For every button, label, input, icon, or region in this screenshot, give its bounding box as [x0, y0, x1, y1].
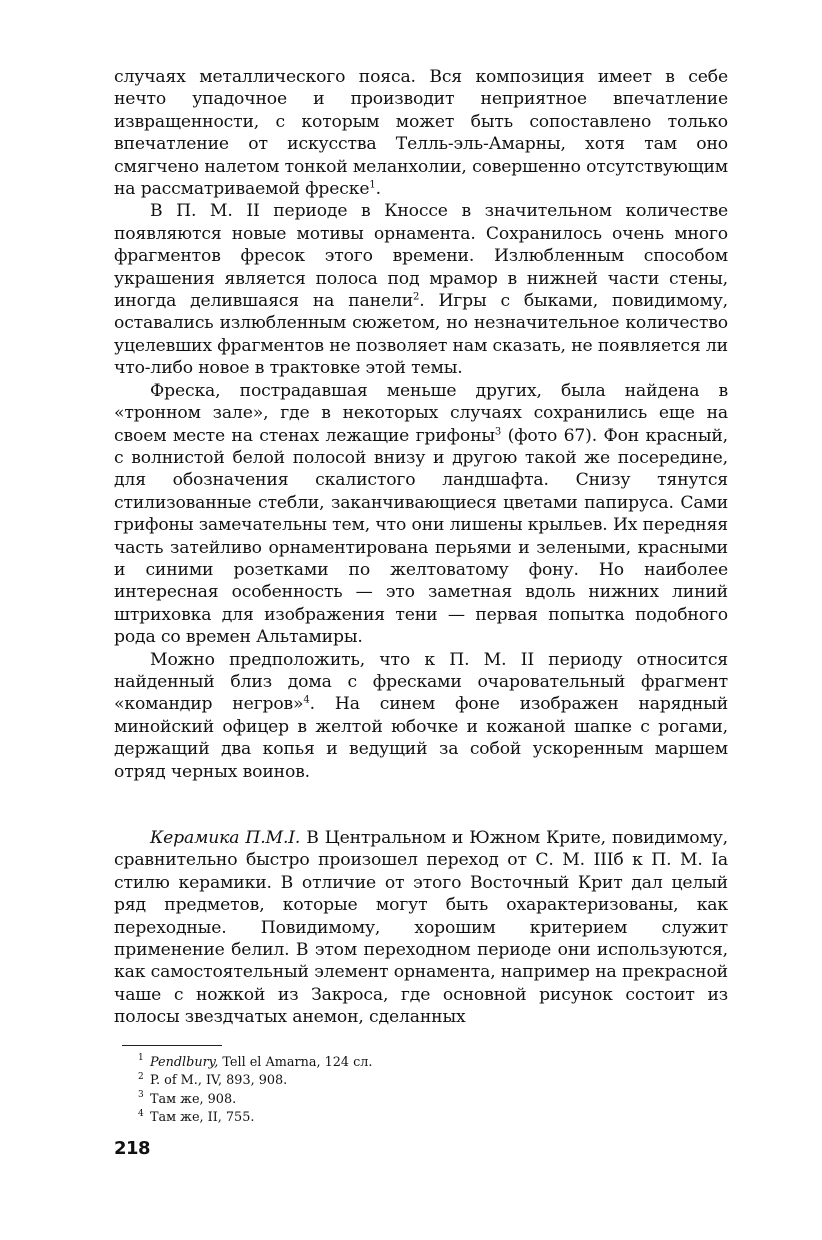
footnote-text: Там же, II, 755.	[150, 1110, 255, 1126]
footnote-ref-1: 1	[369, 179, 376, 191]
paragraph-3-text: Фреска, пострадавшая меньше других, была найдена в «тронном зале», где в некоторых случаях сохранились еще на своем месте на стенах лежащие грифоны	[114, 380, 728, 446]
footnote-ref-3: 3	[494, 425, 502, 437]
paragraph-1	[114, 66, 728, 200]
paragraph-1-tail: .	[375, 179, 381, 200]
ceramics-paragraph	[114, 827, 728, 1029]
footnote-ref-2: 2	[413, 291, 420, 303]
footnote-4: 4 Там же, II, 755.	[138, 1108, 255, 1126]
footnote-ref-4: 4	[303, 694, 310, 706]
page-number: 218	[114, 1137, 151, 1159]
footnote-author: Pendlbury,	[150, 1054, 219, 1070]
footnote-divider	[122, 1045, 222, 1046]
footnote-text: Tell el Amarna, 124 сл.	[218, 1054, 373, 1070]
footnote-text: Там же, 908.	[150, 1091, 237, 1107]
paragraph-4-tail: . На синем фоне изображен нарядный минойский офицер в желтой юбочке и кожаной шапке с рогами, держащий два копья и ведущий за собой ускоренным маршем отряд черных воинов.	[114, 694, 729, 782]
footnote-2: 2 P. of M., IV, 893, 908.	[138, 1071, 288, 1089]
paragraph-1-text: случаях металлического пояса. Вся композиция имеет в себе нечто упадочное и производит неприятное впечатление извращенности, с которым может быть сопоставлено только впечатление от искусства Телль-эль-Амарны, хотя там оно смягчено налетом тонкой меланхолии, совершенно отсутствующим на рассматриваемой фреске	[114, 67, 728, 200]
footnotes	[138, 1054, 728, 1128]
footnote-text: P. of M., IV, 893, 908.	[150, 1073, 288, 1089]
ceramics-text: В Центральном и Южном Крите, повидимому, сравнительно быстро произошел переход от С. М. IIIб к П. М. Iа стилю керамики. В отличие от этого Восточный Крит дал целый ряд предметов, которые могут быть охарактеризованы, как переходные. Повидимому, хорошим критерием служит применение белил. В этом переходном периоде они используются, как самостоятельный элемент орнамента, например на прекрасной чаше с ножкой из Закроса, где основной рисунок состоит из полосы звездчатых анемон, сделанных	[114, 828, 728, 1028]
paragraph-2-tail: . Игры с быками, повидимому, оставались излюбленным сюжетом, но незначительное количество уцелевших фрагментов не позволяет нам сказать, не появляется ли что-либо новое в трактовке этой темы.	[114, 291, 728, 379]
footnote-1: 1 Pendlbury, Tell el Amarna, 124 сл.	[138, 1053, 373, 1070]
ceramics-heading: Керамика П.М.I.	[150, 828, 301, 848]
paragraph-4	[114, 649, 728, 783]
paragraph-2	[114, 200, 728, 379]
footnote-3: 3 Там же, 908.	[138, 1090, 237, 1107]
paragraph-2-text: В П. М. II периоде в Кноссе в значительном количестве появляются новые мотивы орнамента. Сохранилось очень много фрагментов фресок этого времени. Излюбленным способом украшения является полоса под мрамор в нижней части стены, иногда делившаяся на панели	[114, 201, 728, 312]
paragraph-3	[114, 380, 728, 649]
book-page	[114, 66, 728, 1159]
paragraph-3-tail: (фото 67). Фон красный, с волнистой белой полосой внизу и другою такой же посередине, для обозначения скалистого ландшафта. Снизу тянутся стилизованные стебли, заканчивающиеся цветами папируса. Сами грифоны замечательны тем, что они лишены крыльев. Их передняя часть затейливо орнаментирована перьями и зелеными, красными и синими розетками по желтоватому фону. Но наиболее интересная особенность — это заметная вдоль нижних линий штриховка для изображения тени — первая попытка подобного рода со времен Альтамиры.	[114, 425, 728, 648]
paragraph-4-text: Можно предположить, что к П. М. II периоду относится найденный близ дома с фресками очаровательный фрагмент «командир негров»	[114, 649, 728, 715]
